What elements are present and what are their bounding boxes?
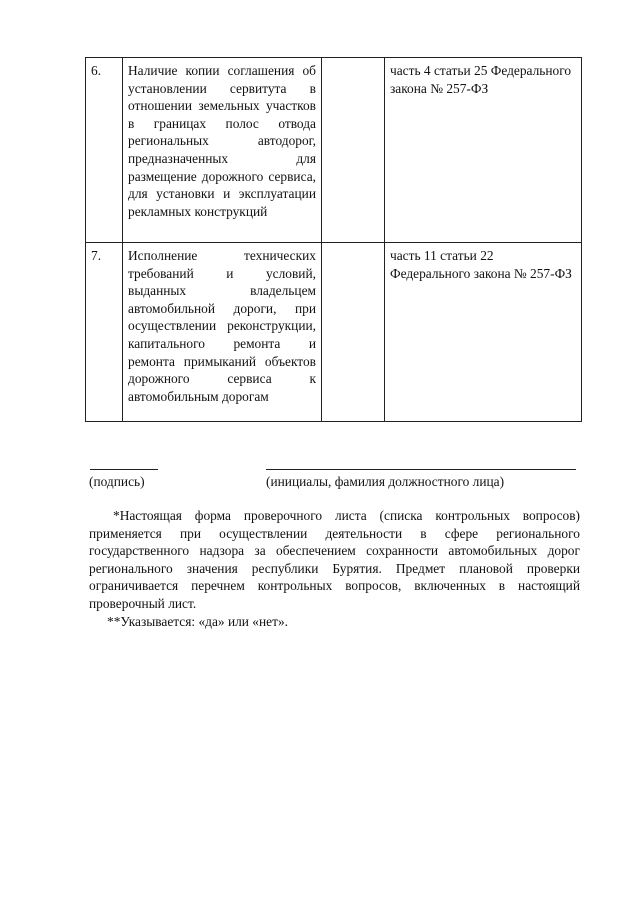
checklist-table <box>85 57 582 422</box>
table-row <box>86 243 582 422</box>
row-number: 6. <box>86 58 123 243</box>
row-number: 7. <box>86 243 123 422</box>
footnotes <box>89 507 580 630</box>
name-line <box>266 469 576 470</box>
official-name-label: (инициалы, фамилия должностного лица) <box>266 474 505 489</box>
answer-cell <box>322 58 385 243</box>
control-question: Наличие копии соглашения об установлении сервитута в отношении земельных участков в границах полос отвода региональных автодорог, предназначенных для размещение дорожного сервиса, для установки и эксплуатации рекламных конструкций <box>123 58 322 243</box>
legal-reference: часть 4 статьи 25 Федерального закона № 257-ФЗ <box>385 58 582 243</box>
table-row <box>86 58 582 243</box>
signature-label: (подпись) <box>89 474 145 489</box>
control-question: Исполнение технических требований и условий, выданных владельцем автомобильной дороги, при осуществлении реконструкции, капитального ремонта и ремонта примыканий объектов дорожного сервиса к автомобильным дорогам <box>123 243 322 422</box>
footnote-form-usage: *Настоящая форма проверочного листа (списка контрольных вопросов) применяется при осуществлении деятельности в сфере регионального государственного надзора за обеспечением сохранности автомобильных дорог регионального значения республики Бурятия. Предмет плановой проверки ограничивается перечнем контрольных вопросов, включенных в настоящий проверочный лист. <box>89 508 580 611</box>
signature-line <box>90 469 158 470</box>
answer-cell <box>322 243 385 422</box>
footnote-answer-hint: **Указывается: «да» или «нет». <box>107 613 289 629</box>
legal-reference: часть 11 статьи 22 Федерального закона № 257-ФЗ <box>385 243 582 422</box>
